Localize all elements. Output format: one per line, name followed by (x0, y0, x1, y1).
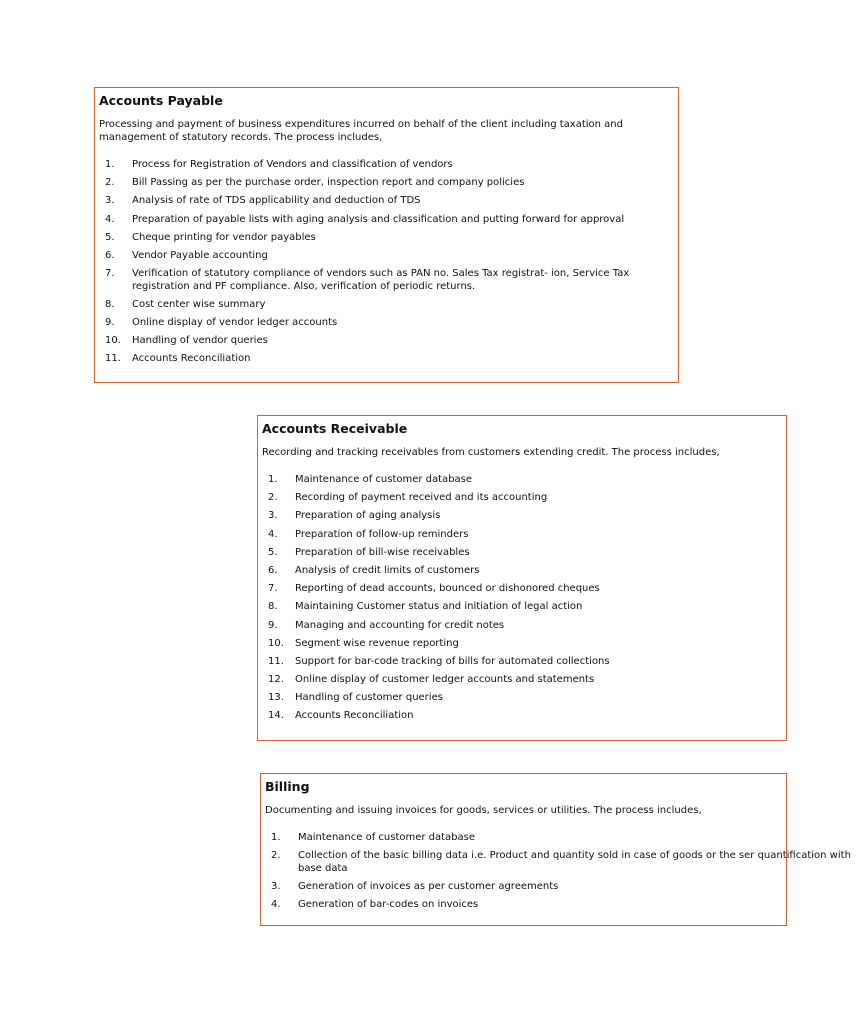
accounts-payable-intro: Processing and payment of business expenditures incurred on behalf of the client including taxation and management of statutory records. The process includes, (99, 119, 623, 143)
list-item-number: 4. (268, 528, 278, 540)
list-item-text: Support for bar-code tracking of bills for automated collections (295, 655, 610, 667)
list-item-number: 14. (268, 710, 284, 722)
list-item (265, 832, 776, 845)
billing-title: Billing (265, 779, 310, 794)
list-item-text: Cost center wise summary (132, 298, 266, 310)
accounts-receivable-list (262, 474, 776, 723)
list-item (99, 250, 668, 263)
list-item-text: Cheque printing for vendor payables (132, 231, 316, 243)
list-item-number: 1. (105, 159, 115, 170)
list-item (265, 850, 851, 875)
billing-section (260, 773, 851, 926)
list-item-number: 8. (268, 601, 278, 613)
list-item-text: Verification of statutory compliance of vendors such as PAN no. Sales Tax registrat- ion, Service Tax registration and PF compliance. Also, verification of periodic returns. (132, 268, 630, 292)
list-item-number: 11. (268, 655, 284, 667)
accounts-payable-section (94, 87, 679, 383)
list-item (99, 353, 668, 366)
list-item-number: 9. (268, 619, 278, 631)
list-item-number: 3. (105, 195, 115, 207)
list-item (262, 620, 776, 633)
list-item-text: Maintenance of customer database (298, 832, 476, 843)
list-item (99, 159, 668, 172)
list-item-text: Preparation of payable lists with aging analysis and classification and putting forward for approval (132, 213, 625, 225)
list-item-number: 2. (105, 177, 115, 189)
list-item-text: Maintenance of customer database (295, 474, 473, 485)
list-item-text: Online display of customer ledger accounts and statements (295, 674, 595, 686)
list-item (262, 492, 776, 505)
list-item-number: 7. (268, 583, 278, 595)
list-item-number: 1. (268, 474, 278, 485)
list-item-text: Reporting of dead accounts, bounced or dishonored cheques (295, 583, 600, 595)
list-item-number: 3. (271, 880, 281, 892)
list-item-text: Preparation of bill-wise receivables (295, 546, 470, 558)
list-item (99, 299, 668, 312)
list-item-text: Preparation of aging analysis (295, 510, 441, 522)
list-item-number: 4. (105, 213, 115, 225)
accounts-receivable-section (257, 415, 787, 741)
list-item-text: Accounts Reconciliation (132, 353, 251, 365)
accounts-receivable-intro: Recording and tracking receivables from customers extending credit. The process includes, (262, 447, 720, 458)
list-item (99, 335, 668, 348)
list-item-number: 5. (105, 231, 115, 243)
list-item-text: Recording of payment received and its accounting (295, 492, 548, 504)
list-item-number: 4. (271, 899, 281, 911)
list-item-text: Collection of the basic billing data i.e. Product and quantity sold in case of goods or the ser quantification with base data (298, 850, 851, 874)
list-item-number: 7. (105, 268, 115, 280)
list-item (262, 583, 776, 596)
list-item-text: Analysis of rate of TDS applicability and deduction of TDS (132, 195, 421, 207)
list-item (265, 899, 776, 912)
list-item-number: 1. (271, 832, 281, 843)
list-item-number: 2. (268, 492, 278, 504)
list-item-number: 11. (105, 353, 121, 365)
list-item (262, 547, 776, 560)
list-item (262, 638, 776, 651)
list-item (262, 601, 776, 614)
list-item-number: 3. (268, 510, 278, 522)
list-item-text: Handling of customer queries (295, 692, 443, 704)
list-item-text: Maintaining Customer status and initiation of legal action (295, 601, 583, 613)
accounts-payable-list (99, 159, 668, 366)
list-item-text: Bill Passing as per the purchase order, inspection report and company policies (132, 177, 525, 189)
list-item (99, 177, 668, 190)
list-item-text: Accounts Reconciliation (295, 710, 414, 722)
accounts-receivable-title: Accounts Receivable (262, 421, 408, 436)
accounts-payable-title: Accounts Payable (99, 93, 223, 108)
list-item-number: 5. (268, 546, 278, 558)
list-item-text: Preparation of follow-up reminders (295, 528, 469, 540)
list-item (99, 268, 668, 293)
list-item-text: Generation of invoices as per customer agreements (298, 880, 559, 892)
list-item-number: 6. (268, 564, 278, 576)
list-item-number: 6. (105, 249, 115, 261)
list-item (99, 232, 668, 245)
list-item-text: Generation of bar-codes on invoices (298, 899, 479, 911)
list-item (265, 881, 776, 894)
list-item-text: Process for Registration of Vendors and classification of vendors (132, 159, 453, 170)
list-item-number: 2. (271, 850, 281, 862)
list-item-text: Managing and accounting for credit notes (295, 619, 505, 631)
list-item-text: Online display of vendor ledger accounts (132, 317, 338, 328)
list-item (262, 510, 776, 523)
billing-list (265, 832, 851, 912)
list-item-number: 9. (105, 317, 115, 328)
list-item (262, 710, 776, 723)
list-item-number: 12. (268, 674, 284, 686)
list-item (262, 565, 776, 578)
list-item-text: Analysis of credit limits of customers (295, 564, 480, 576)
list-item-number: 13. (268, 692, 284, 704)
list-item (262, 656, 776, 669)
list-item-number: 10. (105, 335, 121, 347)
list-item (262, 692, 776, 705)
list-item-text: Vendor Payable accounting (132, 249, 268, 261)
billing-intro: Documenting and issuing invoices for goods, services or utilities. The process includes, (265, 805, 702, 816)
list-item (262, 674, 776, 687)
list-item (99, 214, 668, 227)
list-item (262, 474, 776, 487)
list-item (99, 317, 668, 330)
list-item (99, 195, 668, 208)
list-item-number: 10. (268, 637, 284, 649)
list-item (262, 529, 776, 542)
list-item-number: 8. (105, 298, 115, 310)
list-item-text: Segment wise revenue reporting (295, 637, 459, 649)
list-item-text: Handling of vendor queries (132, 335, 268, 347)
